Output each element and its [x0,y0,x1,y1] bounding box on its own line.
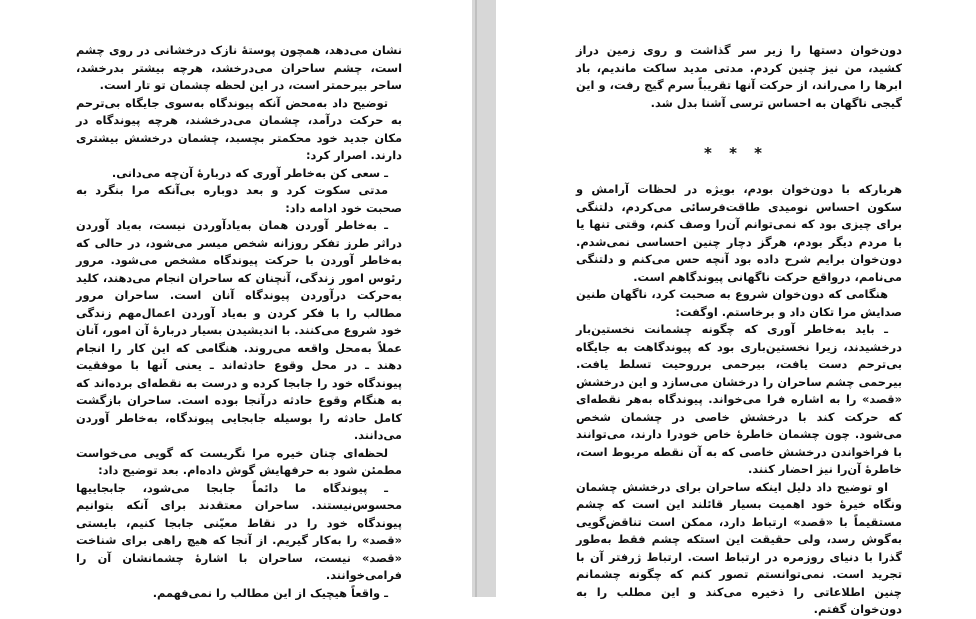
right-page-top-text [576,42,902,112]
left-paragraph-8: ـ واقعاً هیچیک از این مطالب را نمی‌فهمم. [152,585,388,600]
right-paragraph-1: هربارکه با دون‌خوان بودم، بویژه در لحظات آرامش و سکون احساس نومیدی طاقت‌فرسائی می‌کردم، دلتنگی برای چیزی بود که نمی‌توانم آن‌را وصف کنم، وقتی تنها یا با مردم دیگر بودم، هرگز دچار چنین احساسی نمی‌شدم. دون‌خوان برایم شرح داده بود آنچه حس می‌کنم و دلتنگی می‌نامم، درواقع حرکت ناگهانی پیوندگاهم است. [576,182,902,284]
left-paragraph-5: ـ به‌خاطر آوردن همان به‌یادآوردن نیست، به‌یاد آوردن دراثر طرز تفکر روزانه شخص میسر می‌شود، در حالی که به‌خاطر آوردن با حرکت پیوندگاه مشخص می‌شود. مرور رئوس امور زندگی، آنچنان که ساحران انجام می‌دهند، کلید به‌حرکت درآوردن پیوندگاه آنان است. ساحران مرور مطالب را با فکر کردن و به‌یاد آوردن اعمال‌مهم زندگی خود شروع می‌کنند. با اندیشیدن بسیار دربارهٔ آن امور، آنان عملاً به‌محل واقعه می‌روند. هنگامی که این کار را انجام دهند ـ در محل وقوع حادثه‌اند ـ یعنی آنها با موفقیت پیوندگاه خود را جابجا کرده و درست به نقطه‌ای برده‌اند که به هنگام وقوع حادثه درآنجا بوده است. ساحران بازگشت کامل حادثه را بوسیله جابجایی پیوندگاه، به‌خاطر آوردن می‌دانند. [76,218,402,442]
book-gutter [472,0,496,597]
left-paragraph-3: ـ سعی کن به‌خاطر آوری که دربارهٔ آن‌چه می‌دانی. [111,165,388,180]
right-page [496,0,976,616]
left-page-text [76,42,402,602]
left-paragraph-2: توضیح داد به‌محض آنکه پیوندگاه به‌سوی جایگاه بی‌ترحم به حرکت درآمد، چشمان می‌درخشند، هرچه پیوندگاه در مکان جدید خود محکمتر بچسبد، چشمان درخشش بیشتری دارند. اصرار کرد: [76,95,402,162]
section-separator: * * * [704,144,768,162]
right-page-text [576,181,902,619]
right-paragraph-top: دون‌خوان دستها را زیر سر گذاشت و روی زمین دراز کشید، من نیز چنین کردم. مدتی مدید ساکت ماندیم، باد ابرها را می‌راند، از حرکت آنها تقریباً سرم گیج رفت، و این گیجی ناگهان به احساس ترسی آشنا بدل شد. [576,43,902,110]
right-paragraph-2: هنگامی که دون‌خوان شروع به صحبت کرد، ناگهان طنین صدایش مرا تکان داد و برخاستم. اوگفت: [576,287,902,319]
left-paragraph-4: مدتی سکوت کرد و بعد دوباره بی‌آنکه مرا بنگرد به صحبت خود ادامه داد: [76,183,402,215]
left-paragraph-1: نشان می‌دهد، همچون پوستهٔ نازک درخشانی در روی چشم است، چشم ساحران می‌درخشد، هرچه بیشتر بدرخشد، ساحر بیرحمتر است، در این لحظه چشمان تو تار است. [76,43,402,92]
left-paragraph-6: لحظه‌ای چنان خیره مرا نگریست که گویی می‌خواست مطمئن شود به حرفهایش گوش داده‌ام. بعد توضیح داد: [76,445,402,477]
right-paragraph-3: ـ باید به‌خاطر آوری که چگونه چشمانت نخستین‌بار درخشیدند، زیرا نخستین‌باری بود که پیوندگاهت به جایگاه بی‌ترحم دست یافت، بیرحمی برروحیت تسلط یافت. بیرحمی چشم ساحران را درخشان می‌سازد و این درخشش «قصد» را به اشاره فرا می‌خواند. پیوندگاه به‌هر نقطه‌ای که حرکت کند با درخشش خاصی در چشمان شخص می‌شود. چون چشمان خاطرهٔ خاص خودرا دارند، می‌توانند با فراخواندن درخشش خاصی که به آن نقطه مربوط است، خاطرهٔ آن‌را نیز احضار کنند. [576,322,902,476]
left-page [0,0,472,600]
left-paragraph-7: ـ پیوندگاه ما دائماً جابجا می‌شود، جابجاییها محسوس‌نیستند. ساحران معتقدند برای آنکه بتوانیم پیوندگاه خود را در نقاط معیّنی جابجا کنیم، بایستی «قصد» را به‌کار گیریم. از آنجا که هیچ راهی برای شناخت «قصد» نیست، ساحران با اشارهٔ چشمانشان آن را فرامی‌خوانند. [76,480,402,582]
right-paragraph-4: او توضیح داد دلیل اینکه ساحران برای درخشش چشمان ونگاه خیرهٔ خود اهمیت بسیار قائلند این است که چشم مستقیماً با «قصد» ارتباط دارد، ممکن است تناقض‌گویی به‌گوش رسد، ولی حقیقت این استکه چشم فقط به‌طور گذرا با دنیای روزمره در ارتباط است. ارتباط ژرفتر آن با تجرید است. نمی‌توانستم تصور کنم که چگونه چشمانم چنین اطلاعاتی را ذخیره می‌کند و این مطلب را به دون‌خوان گفتم. [576,479,902,616]
